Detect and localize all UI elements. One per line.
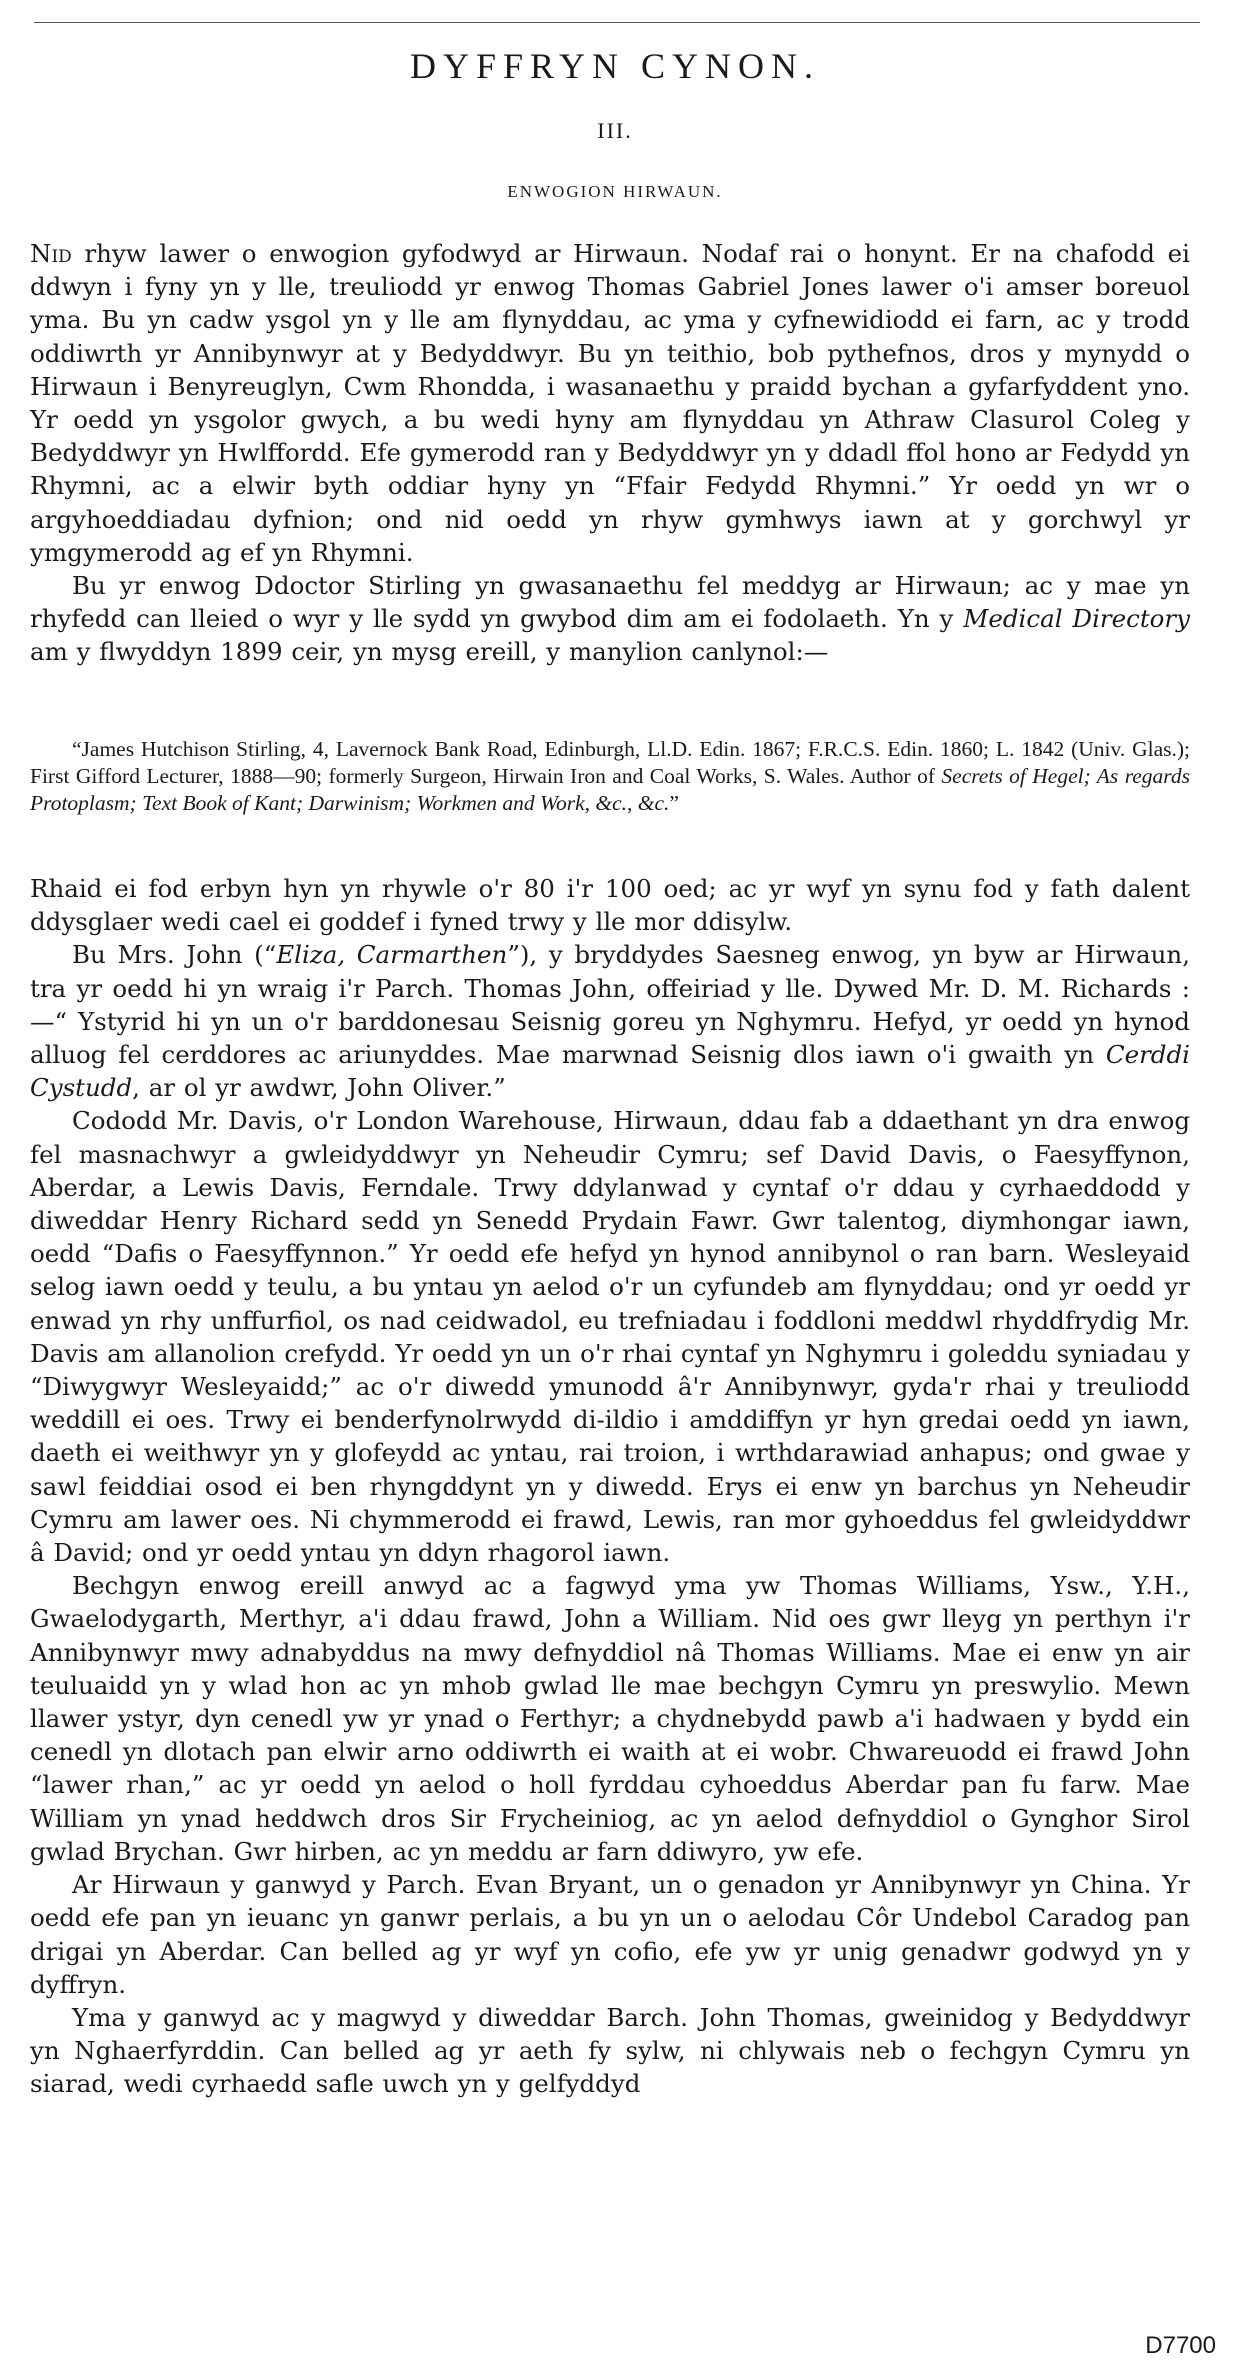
paragraph-7: Ar Hirwaun y ganwyd y Parch. Evan Bryant, un o genadon yr Annibynwyr yn China. Yr oedd efe pan yn ieuanc yn ganwr perlais, a bu yn un o aelodau Côr Undebol Caradog pan drigai yn Aberdar. Can belled ag yr wyf yn cofio, efe yw yr unig genadwr godwyd yn y dyffryn. xyxy=(30,1870,1190,1999)
top-rule xyxy=(34,22,1200,23)
paragraph-4-text-after: , ar ol yr awdwr, John Oliver.” xyxy=(132,1073,506,1103)
paragraph-2-text-before: Bu yr enwog Ddoctor Stirling yn gwasanaethu fel meddyg ar Hirwaun; ac y mae yn rhyfedd can lleied o wyr y lle sydd yn gwybod dim am ei fodolaeth. Yn y xyxy=(30,571,1190,634)
catalogue-stamp: D7700 xyxy=(1145,2332,1216,2359)
body-bottom xyxy=(30,872,1190,2101)
section-subtitle: ENWOGION HIRWAUN. xyxy=(507,182,723,201)
directory-quote xyxy=(30,736,1190,817)
page-title: DYFFRYN CYNON. xyxy=(409,46,821,86)
drop-word: Nid xyxy=(30,239,72,268)
document-page xyxy=(30,0,1200,2370)
paragraph-4 xyxy=(30,938,1190,1104)
paragraph-8: Yma y ganwyd ac y magwyd y diweddar Barch. John Thomas, gweinidog y Bedyddwyr yn Nghaerfyrddin. Can belled ag yr aeth fy sylw, ni chlywais neb o fechgyn Cymru yn siarad, wedi cyrhaedd safle uwch yn y gelfyddyd xyxy=(30,2002,1190,2099)
paragraph-5: Cododd Mr. Davis, o'r London Warehouse, Hirwaun, ddau fab a ddaethant yn dra enwog fel masnachwyr a gwleidyddwyr yn Neheudir Cymru; sef David Davis, o Faesyffynon, Aberdar, a Lewis Davis, Ferndale. Trwy ddylanwad y cyntaf o'r ddau y cyrhaeddodd y diweddar Henry Richard sedd yn Senedd Prydain Fawr. Gwr talentog, diymhongar iawn, oedd “Dafis o Faesyffynnon.” Yr oedd efe hefyd yn hynod annibynol o ran barn. Wesleyaid selog iawn oedd y teulu, a bu yntau yn aelod o'r un cyfundeb am flynyddau; ond yr oedd yr enwad yn rhy unffurfiol, os nad ceidwadol, eu trefniadau i foddloni meddwl rhyddfrydig Mr. Davis am allanolion crefydd. Yr oedd yn un o'r rhai cyntaf yn Nghymru i goleddu syniadau y “Diwygwyr Wesleyaidd;” ac o'r diwedd ymunodd â'r Annibynwyr, gyda'r rhai y treuliodd weddill ei oes. Trwy ei benderfynolrwydd di-ildio i amddiffyn yr hyn gredai oedd yn iawn, daeth ei weithwyr yn y glofeydd ac yntau, rai troion, i wrthdarawiad anhapus; ond gwae y sawl feiddiai osod ei ben rhyngddynt yn y diwedd. Erys ei enw yn barchus yn Neheudir Cymru am lawer oes. Ni chymmerodd ei frawd, Lewis, ran mor gyhoeddus fel gwleidyddwr â David; ond yr oedd yntau yn ddyn rhagorol iawn. xyxy=(30,1106,1190,1568)
paragraph-4-text-mid: ”), y bryddydes Saesneg enwog, yn byw ar Hirwaun, tra yr oedd hi yn wraig i'r Parch. Thomas John, offeiriad y lle. Dywed Mr. D. M. Richards :—“ Ystyrid hi yn un o'r barddonesau Seisnig goreu yn Nghymru. Hefyd, yr oedd yn hynod alluog fel cerddores ac ariunyddes. Mae marwnad Seisnig dlos iawn o'i gwaith yn xyxy=(30,940,1190,1070)
paragraph-4-italic: Eliza, Carmarthen xyxy=(276,940,508,970)
paragraph-4-italic-2: Cerddi Cystudd xyxy=(30,1040,1190,1103)
paragraph-2-text-after: am y flwyddyn 1899 ceir, yn mysg ereill, y manylion canlynol:— xyxy=(30,637,829,667)
quote-italic: Secrets of Hegel; As regards Protoplasm; Text Book of Kant; Darwinism; Workmen and Work, &c., &c. xyxy=(30,764,1190,815)
paragraph-1 xyxy=(30,237,1190,569)
paragraph-4-text-before: Bu Mrs. John (“ xyxy=(72,940,277,970)
body-top xyxy=(30,237,1190,669)
paragraph-3: Rhaid ei fod erbyn hyn yn rhywle o'r 80 i'r 100 oed; ac yr wyf yn synu fod y fath dalent ddysglaer wedi cael ei goddef i fyned trwy y lle mor ddisylw. xyxy=(30,874,1190,937)
quote-text-after: ” xyxy=(669,791,679,815)
section-number: III. xyxy=(597,118,633,143)
paragraph-6: Bechgyn enwog ereill anwyd ac a fagwyd yma yw Thomas Williams, Ysw., Y.H., Gwaelodygarth, Merthyr, a'i ddau frawd, John a William. Nid oes gwr lleyg yn perthyn i'r Annibynwyr mwy adnabyddus na mwy defnyddiol nâ Thomas Williams. Mae ei enw yn air teuluaidd yn y wlad hon ac yn mhob gwlad lle mae bechgyn Cymru yn preswylio. Mewn llawer ystyr, dyn cenedl yw yr ynad o Ferthyr; a chydnebydd pawb a'i hadwaen y bydd ein cenedl yn dlotach pan elwir arno oddiwrth ei waith at ei wobr. Chwareuodd ei frawd John “lawer rhan,” ac yr oedd yn aelod o holl fyrddau cyhoeddus Aberdar pan fu farw. Mae William yn ynad heddwch dros Sir Frycheiniog, ac yn aelod defnyddiol o Gynghor Sirol gwlad Brychan. Gwr hirben, ac yn meddu ar farn ddiwyro, yw efe. xyxy=(30,1571,1190,1866)
paragraph-1-text: rhyw lawer o enwogion gyfodwyd ar Hirwaun. Nodaf rai o honynt. Er na chafodd ei ddwyn i fyny yn y lle, treuliodd yr enwog Thomas Gabriel Jones lawer o'i amser boreuol yma. Bu yn cadw ysgol yn y lle am flynyddau, ac yma y cyfnewidiodd ei farn, ac y trodd oddiwrth yr Annibynwyr at y Bedyddwyr. Bu yn teithio, bob pythefnos, dros y mynydd o Hirwaun i Benyreuglyn, Cwm Rhondda, i wasanaethu y praidd bychan a gyfarfyddent yno. Yr oedd yn ysgolor gwych, a bu wedi hyny am flynyddau yn Athraw Clasurol Coleg y Bedyddwyr yn Hwlffordd. Efe gymerodd ran y Bedyddwyr yn y ddadl ffol hono ar Fedydd yn Rhymni, ac a elwir byth oddiar hyny yn “Ffair Fedydd Rhymni.” Yr oedd yn wr o argyhoeddiadau dyfnion; ond nid oedd yn rhyw gymhwys iawn at y gorchwyl yr ymgymerodd ag ef yn Rhymni. xyxy=(30,239,1190,567)
paragraph-2-italic: Medical Directory xyxy=(963,604,1190,634)
quote-text-before: “James Hutchison Stirling, 4, Lavernock Bank Road, Edinburgh, Ll.D. Edin. 1867; F.R.C.S. Edin. 1860; L. 1842 (Univ. Glas.); First Gifford Lecturer, 1888—90; formerly Surgeon, Hirwain Iron and Coal Works, S. Wales. Author of xyxy=(30,737,1190,788)
paragraph-2 xyxy=(30,569,1190,669)
